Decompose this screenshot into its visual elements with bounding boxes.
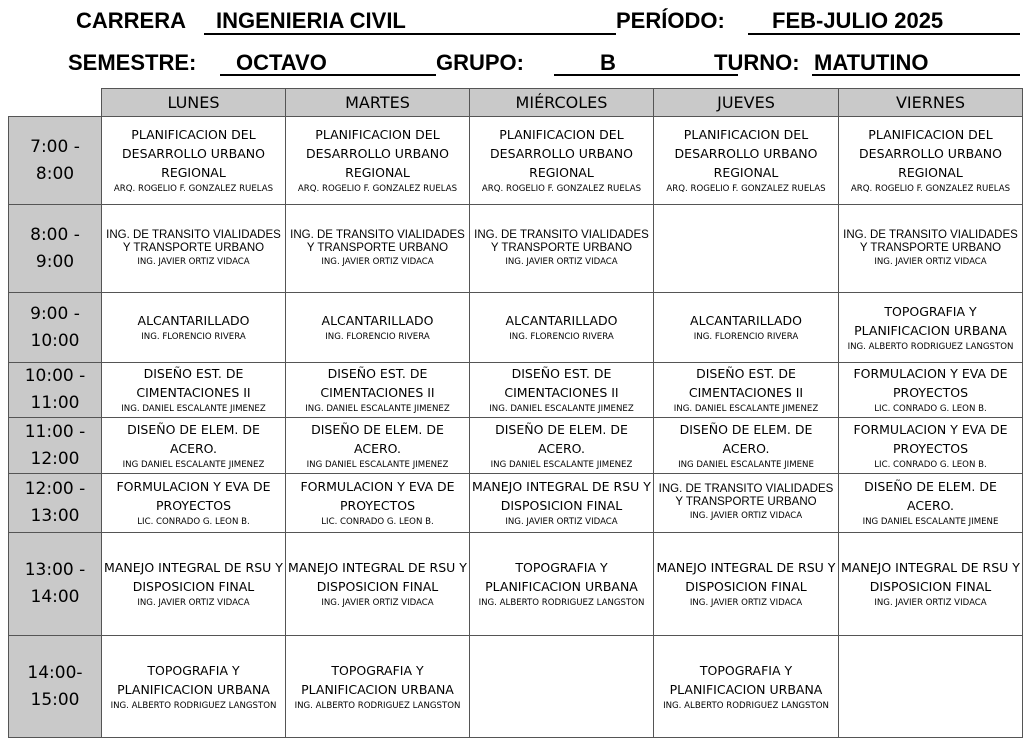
teacher-name: ING. ALBERTO RODRIGUEZ LANGSTON bbox=[478, 598, 645, 608]
class-cell bbox=[102, 117, 286, 205]
teacher-name: ING DANIEL ESCALANTE JIMENE bbox=[862, 517, 999, 527]
class-cell bbox=[839, 474, 1023, 533]
class-cell bbox=[102, 418, 286, 474]
time-slot-row bbox=[9, 474, 1023, 533]
class-cell bbox=[102, 205, 286, 293]
subject-name: PLANIFICACION DEL DESARROLLO URBANO REGIONAL bbox=[674, 127, 818, 180]
subject-name: PLANIFICACION DEL DESARROLLO URBANO REGIONAL bbox=[122, 127, 265, 180]
class-cell bbox=[286, 293, 470, 363]
teacher-name: ING DANIEL ESCALANTE JIMENEZ bbox=[306, 459, 449, 470]
class-cell bbox=[102, 636, 286, 738]
time-slot-label: 11:00 - 12:00 bbox=[9, 418, 102, 474]
teacher-name: ING. JAVIER ORTIZ VIDACA bbox=[321, 256, 434, 267]
teacher-name: ING. JAVIER ORTIZ VIDACA bbox=[137, 598, 250, 608]
grupo-value: B bbox=[600, 50, 616, 75]
class-cell bbox=[102, 293, 286, 363]
teacher-name: ING. DANIEL ESCALANTE JIMENEZ bbox=[121, 404, 266, 414]
carrera-label: CARRERA bbox=[76, 8, 186, 33]
class-cell bbox=[286, 636, 470, 738]
class-cell bbox=[286, 533, 470, 636]
teacher-name: ING. ALBERTO RODRIGUEZ LANGSTON bbox=[847, 341, 1014, 352]
class-cell bbox=[470, 636, 654, 738]
subject-name: DISEÑO DE ELEM. DE ACERO. bbox=[495, 421, 628, 456]
teacher-name: ING. JAVIER ORTIZ VIDACA bbox=[689, 511, 803, 521]
subject-name: TOPOGRAFIA Y PLANIFICACION URBANA bbox=[854, 303, 1007, 338]
teacher-name: ING. DANIEL ESCALANTE JIMENEZ bbox=[305, 404, 450, 414]
day-header: MARTES bbox=[286, 89, 470, 117]
subject-name: ALCANTARILLADO bbox=[321, 313, 434, 328]
subject-name: FORMULACION Y EVA DE PROYECTOS bbox=[853, 421, 1008, 456]
time-slot-label: 12:00 - 13:00 bbox=[9, 474, 102, 533]
time-slot-row bbox=[9, 205, 1023, 293]
class-cell bbox=[839, 205, 1023, 293]
time-slot-label: 10:00 - 11:00 bbox=[9, 363, 102, 418]
grupo-label: GRUPO: bbox=[436, 50, 524, 75]
corner-cell bbox=[9, 89, 102, 117]
day-header: VIERNES bbox=[839, 89, 1023, 117]
class-cell bbox=[654, 533, 839, 636]
subject-name: MANEJO INTEGRAL DE RSU Y DISPOSICION FINAL bbox=[841, 560, 1020, 594]
semestre-value: OCTAVO bbox=[236, 50, 327, 75]
teacher-name: ING. DANIEL ESCALANTE JIMENEZ bbox=[673, 404, 819, 414]
subject-name: ALCANTARILLADO bbox=[690, 313, 802, 328]
class-cell bbox=[470, 363, 654, 418]
semestre-label: SEMESTRE: bbox=[68, 50, 197, 75]
subject-name: PLANIFICACION DEL DESARROLLO URBANO REGIONAL bbox=[490, 127, 633, 180]
subject-name: ALCANTARILLADO bbox=[505, 313, 618, 328]
teacher-name: ING. ALBERTO RODRIGUEZ LANGSTON bbox=[294, 700, 461, 711]
class-cell bbox=[839, 363, 1023, 418]
time-slot-label: 8:00 - 9:00 bbox=[9, 205, 102, 293]
teacher-name: ING. JAVIER ORTIZ VIDACA bbox=[689, 598, 803, 608]
class-cell bbox=[839, 418, 1023, 474]
teacher-name: ING. JAVIER ORTIZ VIDACA bbox=[505, 256, 618, 267]
class-cell bbox=[654, 636, 839, 738]
teacher-name: ARQ. ROGELIO F. GONZALEZ RUELAS bbox=[481, 184, 642, 194]
periodo-value: FEB-JULIO 2025 bbox=[772, 8, 944, 33]
subject-name: DISEÑO DE ELEM. DE ACERO. bbox=[311, 421, 444, 456]
class-cell bbox=[654, 363, 839, 418]
teacher-name: ARQ. ROGELIO F. GONZALEZ RUELAS bbox=[297, 184, 458, 194]
teacher-name: LIC. CONRADO G. LEON B. bbox=[137, 517, 250, 527]
subject-name: TOPOGRAFIA Y PLANIFICACION URBANA bbox=[301, 662, 454, 697]
teacher-name: ING. JAVIER ORTIZ VIDACA bbox=[505, 517, 618, 527]
subject-name: ING. DE TRANSITO VIALIDADES Y TRANSPORTE URBANO bbox=[106, 228, 281, 254]
schedule-table bbox=[8, 88, 1023, 738]
class-cell bbox=[470, 418, 654, 474]
periodo-underline bbox=[748, 33, 1020, 35]
teacher-name: ING. DANIEL ESCALANTE JIMENEZ bbox=[489, 404, 634, 414]
carrera-underline bbox=[204, 33, 616, 35]
time-slot-label: 7:00 - 8:00 bbox=[9, 117, 102, 205]
turno-value: MATUTINO bbox=[814, 50, 929, 75]
teacher-name: ING DANIEL ESCALANTE JIMENE bbox=[678, 459, 814, 470]
teacher-name: ING. ALBERTO RODRIGUEZ LANGSTON bbox=[110, 700, 277, 711]
subject-name: MANEJO INTEGRAL DE RSU Y DISPOSICION FINAL bbox=[288, 560, 467, 594]
time-slot-label: 14:00- 15:00 bbox=[9, 636, 102, 738]
teacher-name: LIC. CONRADO G. LEON B. bbox=[874, 404, 987, 414]
subject-name: FORMULACION Y EVA DE PROYECTOS bbox=[300, 479, 455, 513]
subject-name: TOPOGRAFIA Y PLANIFICACION URBANA bbox=[485, 560, 638, 594]
time-slot-row bbox=[9, 533, 1023, 636]
semestre-underline bbox=[220, 74, 436, 76]
turno-label: TURNO: bbox=[714, 50, 800, 75]
subject-name: DISEÑO EST. DE CIMENTACIONES II bbox=[136, 366, 251, 400]
class-cell bbox=[654, 474, 839, 533]
subject-name: ALCANTARILLADO bbox=[137, 313, 250, 328]
class-cell bbox=[470, 205, 654, 293]
teacher-name: ING. FLORENCIO RIVERA bbox=[141, 332, 246, 342]
subject-name: ING. DE TRANSITO VIALIDADES Y TRANSPORTE URBANO bbox=[658, 483, 834, 508]
class-cell bbox=[470, 474, 654, 533]
grupo-underline bbox=[554, 74, 738, 76]
subject-name: DISEÑO EST. DE CIMENTACIONES II bbox=[688, 366, 804, 400]
teacher-name: ARQ. ROGELIO F. GONZALEZ RUELAS bbox=[666, 184, 826, 194]
class-cell bbox=[102, 533, 286, 636]
class-cell bbox=[286, 205, 470, 293]
subject-name: DISEÑO EST. DE CIMENTACIONES II bbox=[320, 366, 435, 400]
time-slot-label: 9:00 - 10:00 bbox=[9, 293, 102, 363]
teacher-name: ING. JAVIER ORTIZ VIDACA bbox=[321, 598, 434, 608]
subject-name: DISEÑO EST. DE CIMENTACIONES II bbox=[504, 366, 619, 400]
teacher-name: ING. FLORENCIO RIVERA bbox=[325, 332, 430, 342]
turno-underline bbox=[812, 74, 1020, 76]
teacher-name: ING DANIEL ESCALANTE JIMENEZ bbox=[122, 459, 265, 470]
teacher-name: ING. JAVIER ORTIZ VIDACA bbox=[137, 256, 250, 267]
class-cell bbox=[654, 293, 839, 363]
teacher-name: ING. JAVIER ORTIZ VIDACA bbox=[874, 598, 987, 608]
class-cell bbox=[654, 205, 839, 293]
class-cell bbox=[470, 293, 654, 363]
subject-name: ING. DE TRANSITO VIALIDADES Y TRANSPORTE URBANO bbox=[474, 228, 649, 254]
class-cell bbox=[286, 418, 470, 474]
class-cell bbox=[470, 117, 654, 205]
subject-name: MANEJO INTEGRAL DE RSU Y DISPOSICION FINAL bbox=[104, 560, 283, 594]
class-cell bbox=[102, 363, 286, 418]
teacher-name: LIC. CONRADO G. LEON B. bbox=[874, 459, 987, 470]
teacher-name: ARQ. ROGELIO F. GONZALEZ RUELAS bbox=[850, 184, 1011, 194]
time-slot-row bbox=[9, 363, 1023, 418]
subject-name: FORMULACION Y EVA DE PROYECTOS bbox=[853, 366, 1008, 400]
class-cell bbox=[839, 117, 1023, 205]
class-cell bbox=[102, 474, 286, 533]
class-cell bbox=[654, 117, 839, 205]
class-cell bbox=[286, 474, 470, 533]
teacher-name: ARQ. ROGELIO F. GONZALEZ RUELAS bbox=[113, 184, 274, 194]
subject-name: MANEJO INTEGRAL DE RSU Y DISPOSICION FINAL bbox=[472, 479, 651, 513]
subject-name: MANEJO INTEGRAL DE RSU Y DISPOSICION FINAL bbox=[656, 560, 836, 594]
subject-name: ING. DE TRANSITO VIALIDADES Y TRANSPORTE URBANO bbox=[290, 228, 465, 254]
class-cell bbox=[286, 363, 470, 418]
carrera-value: INGENIERIA CIVIL bbox=[216, 8, 406, 33]
day-header: JUEVES bbox=[654, 89, 839, 117]
subject-name: ING. DE TRANSITO VIALIDADES Y TRANSPORTE URBANO bbox=[843, 228, 1018, 254]
class-cell bbox=[839, 293, 1023, 363]
class-cell bbox=[839, 533, 1023, 636]
teacher-name: ING. JAVIER ORTIZ VIDACA bbox=[874, 256, 987, 267]
subject-name: TOPOGRAFIA Y PLANIFICACION URBANA bbox=[117, 662, 270, 697]
subject-name: DISEÑO DE ELEM. DE ACERO. bbox=[864, 479, 997, 513]
subject-name: DISEÑO DE ELEM. DE ACERO. bbox=[679, 421, 813, 456]
teacher-name: ING. FLORENCIO RIVERA bbox=[509, 332, 614, 342]
time-slot-row bbox=[9, 293, 1023, 363]
subject-name: DISEÑO DE ELEM. DE ACERO. bbox=[127, 421, 260, 456]
periodo-label: PERÍODO: bbox=[616, 8, 725, 33]
subject-name: PLANIFICACION DEL DESARROLLO URBANO REGIONAL bbox=[306, 127, 449, 180]
day-header: MIÉRCOLES bbox=[470, 89, 654, 117]
class-cell bbox=[286, 117, 470, 205]
teacher-name: ING. ALBERTO RODRIGUEZ LANGSTON bbox=[663, 700, 829, 711]
class-cell bbox=[470, 533, 654, 636]
subject-name: TOPOGRAFIA Y PLANIFICACION URBANA bbox=[669, 662, 823, 697]
subject-name: FORMULACION Y EVA DE PROYECTOS bbox=[116, 479, 271, 513]
time-slot-row bbox=[9, 418, 1023, 474]
day-header-row bbox=[9, 89, 1023, 117]
time-slot-row bbox=[9, 636, 1023, 738]
class-cell bbox=[839, 636, 1023, 738]
teacher-name: LIC. CONRADO G. LEON B. bbox=[321, 517, 434, 527]
day-header: LUNES bbox=[102, 89, 286, 117]
class-cell bbox=[654, 418, 839, 474]
teacher-name: ING. FLORENCIO RIVERA bbox=[693, 332, 799, 342]
subject-name: PLANIFICACION DEL DESARROLLO URBANO REGIONAL bbox=[859, 127, 1002, 180]
time-slot-label: 13:00 - 14:00 bbox=[9, 533, 102, 636]
teacher-name: ING DANIEL ESCALANTE JIMENEZ bbox=[490, 459, 633, 470]
time-slot-row bbox=[9, 117, 1023, 205]
